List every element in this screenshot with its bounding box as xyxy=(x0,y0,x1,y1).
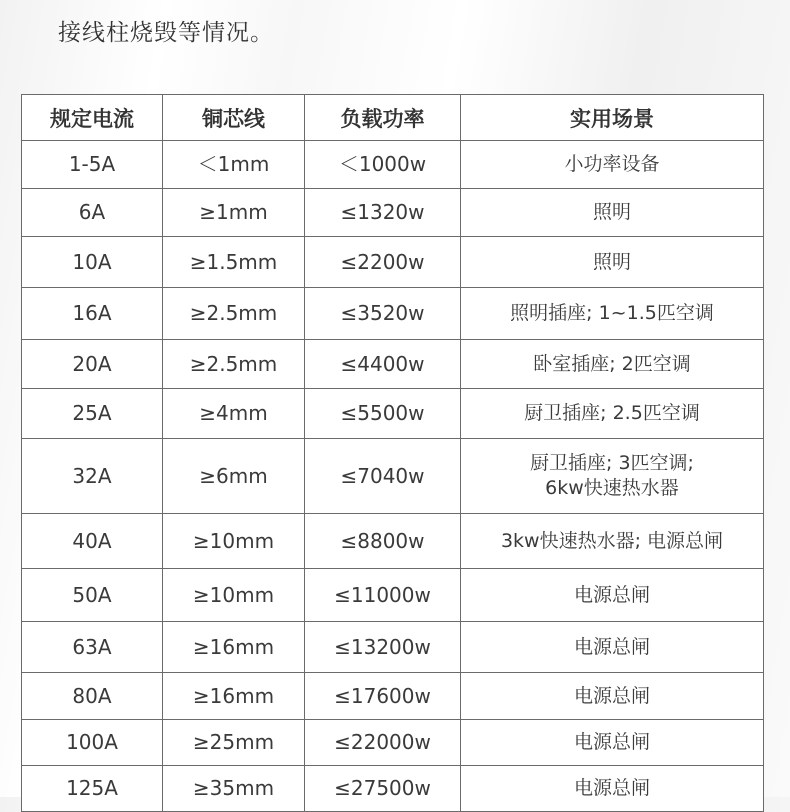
power-cell: ≤5500w xyxy=(305,389,461,439)
table-row xyxy=(22,569,764,622)
scene-line-1: 厨卫插座; 3匹空调; xyxy=(530,452,694,474)
wire-cell: ≥10mm xyxy=(163,569,305,622)
current-cell: 25A xyxy=(22,389,163,439)
power-cell: ≤4400w xyxy=(305,340,461,389)
breaker-spec-table xyxy=(21,94,764,812)
wire-cell: ≥4mm xyxy=(163,389,305,439)
power-cell: ≤3520w xyxy=(305,288,461,340)
power-cell: ≤17600w xyxy=(305,673,461,720)
scene-line-2: 6kw快速热水器 xyxy=(545,477,679,499)
current-cell: 100A xyxy=(22,720,163,766)
current-cell: 20A xyxy=(22,340,163,389)
current-cell: 125A xyxy=(22,766,163,812)
scene-cell: 厨卫插座; 2.5匹空调 xyxy=(461,389,764,439)
table-header-row xyxy=(22,95,764,141)
table-row xyxy=(22,189,764,237)
scene-cell: 照明插座; 1~1.5匹空调 xyxy=(461,288,764,340)
table-row xyxy=(22,288,764,340)
power-cell: ≤2200w xyxy=(305,237,461,288)
current-cell: 10A xyxy=(22,237,163,288)
scene-cell: 照明 xyxy=(461,237,764,288)
scene-cell: 卧室插座; 2匹空调 xyxy=(461,340,764,389)
power-cell: ≤27500w xyxy=(305,766,461,812)
table-row xyxy=(22,237,764,288)
current-cell: 32A xyxy=(22,439,163,514)
current-cell: 16A xyxy=(22,288,163,340)
current-cell: 6A xyxy=(22,189,163,237)
scene-cell: 小功率设备 xyxy=(461,141,764,189)
current-cell: 50A xyxy=(22,569,163,622)
scene-cell: 照明 xyxy=(461,189,764,237)
wire-cell: ≥16mm xyxy=(163,622,305,673)
table-row xyxy=(22,622,764,673)
table-row xyxy=(22,340,764,389)
header-usage-scene: 实用场景 xyxy=(461,95,764,141)
table-row xyxy=(22,439,764,514)
wire-cell: ≥2.5mm xyxy=(163,340,305,389)
scene-cell: 电源总闸 xyxy=(461,766,764,812)
wire-cell: ≥6mm xyxy=(163,439,305,514)
table-row xyxy=(22,720,764,766)
table-row xyxy=(22,514,764,569)
power-cell: ≤13200w xyxy=(305,622,461,673)
current-cell: 1-5A xyxy=(22,141,163,189)
wire-cell: ≥35mm xyxy=(163,766,305,812)
table-row xyxy=(22,673,764,720)
intro-text: 接线柱烧毁等情况。 xyxy=(58,20,274,46)
table-row xyxy=(22,766,764,812)
wire-cell: ≥2.5mm xyxy=(163,288,305,340)
table-row xyxy=(22,389,764,439)
scene-cell: 电源总闸 xyxy=(461,569,764,622)
scene-cell: 3kw快速热水器; 电源总闸 xyxy=(461,514,764,569)
header-copper-wire: 铜芯线 xyxy=(163,95,305,141)
header-rated-current: 规定电流 xyxy=(22,95,163,141)
power-cell: ＜1000w xyxy=(305,141,461,189)
scene-cell: 电源总闸 xyxy=(461,720,764,766)
wire-cell: ＜1mm xyxy=(163,141,305,189)
power-cell: ≤1320w xyxy=(305,189,461,237)
power-cell: ≤7040w xyxy=(305,439,461,514)
current-cell: 63A xyxy=(22,622,163,673)
wire-cell: ≥25mm xyxy=(163,720,305,766)
table-row xyxy=(22,141,764,189)
power-cell: ≤11000w xyxy=(305,569,461,622)
scene-cell-two-line xyxy=(461,439,764,514)
wire-cell: ≥16mm xyxy=(163,673,305,720)
current-cell: 40A xyxy=(22,514,163,569)
scene-cell: 电源总闸 xyxy=(461,673,764,720)
wire-cell: ≥1mm xyxy=(163,189,305,237)
scene-cell: 电源总闸 xyxy=(461,622,764,673)
power-cell: ≤22000w xyxy=(305,720,461,766)
wire-cell: ≥1.5mm xyxy=(163,237,305,288)
header-load-power: 负载功率 xyxy=(305,95,461,141)
power-cell: ≤8800w xyxy=(305,514,461,569)
current-cell: 80A xyxy=(22,673,163,720)
wire-cell: ≥10mm xyxy=(163,514,305,569)
